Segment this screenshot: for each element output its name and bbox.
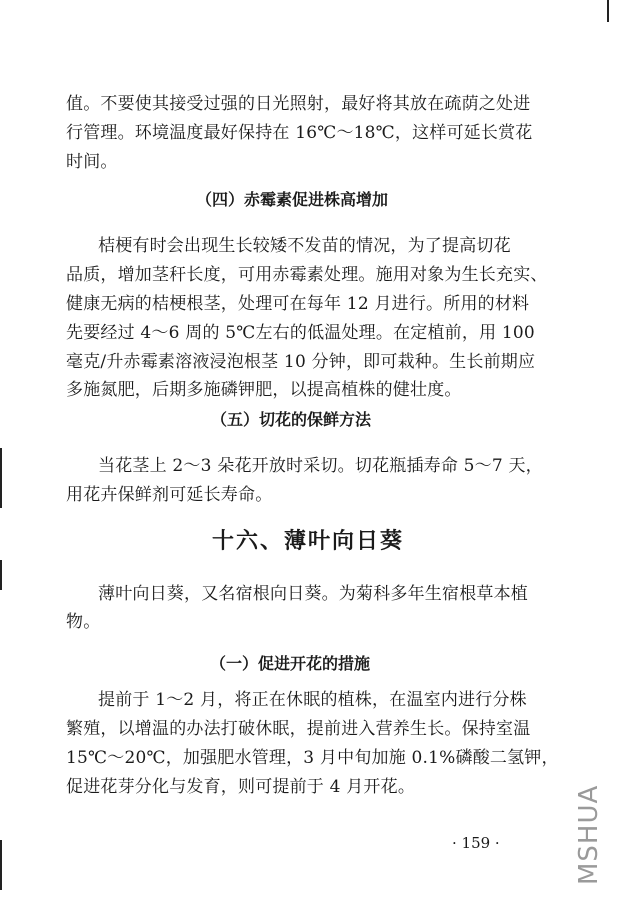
paragraph-line: 提前于 1～2 月，将正在休眠的植株，在温室内进行分株: [98, 690, 527, 710]
page-edge-mark: [607, 0, 609, 22]
paragraph-line: 促进花芽分化与发育，则可提前于 4 月开花。: [66, 777, 416, 797]
paragraph-line: 健康无病的桔梗根茎，处理可在每年 12 月进行。所用的材料: [66, 294, 530, 314]
paragraph-line: 时间。: [66, 152, 118, 172]
chapter-title: 十六、薄叶向日葵: [212, 528, 405, 554]
section-heading: （一）促进开花的措施: [210, 654, 371, 673]
paragraph-line: 行管理。环境温度最好保持在 16℃～18℃，这样可延长赏花: [66, 123, 533, 143]
paragraph-line: 繁殖，以增温的办法打破休眠，提前进入营养生长。保持室温: [66, 719, 531, 739]
paragraph-line: 物。: [66, 612, 101, 632]
scan-edge-mark: [0, 560, 2, 590]
watermark: MSHUA: [574, 784, 604, 885]
section-heading: （五）切花的保鲜方法: [211, 410, 372, 429]
paragraph-line: 品质，增加茎秆长度，可用赤霉素处理。施用对象为生长充实、: [66, 265, 548, 285]
paragraph-line: 桔梗有时会出现生长较矮不发苗的情况，为了提高切花: [98, 236, 511, 256]
paragraph-line: 毫克/升赤霉素溶液浸泡根茎 10 分钟，即可栽种。生长前期应: [66, 352, 536, 372]
paragraph-line: 先要经过 4～6 周的 5℃左右的低温处理。在定植前，用 100: [66, 323, 535, 343]
paragraph-line: 多施氮肥，后期多施磷钾肥，以提高植株的健壮度。: [66, 380, 462, 400]
scan-edge-mark: [0, 448, 2, 508]
paragraph-line: 当花茎上 2～3 朵花开放时采切。切花瓶插寿命 5～7 天，: [98, 456, 543, 476]
paragraph-line: 15℃～20℃，加强肥水管理，3 月中旬加施 0.1%磷酸二氢钾，: [66, 748, 559, 768]
scan-edge-mark: [0, 840, 2, 890]
paragraph-line: 用花卉保鲜剂可延长寿命。: [66, 485, 273, 505]
paragraph-line: 薄叶向日葵，又名宿根向日葵。为菊科多年生宿根草本植: [98, 584, 528, 604]
section-heading: （四）赤霉素促进株高增加: [196, 190, 389, 209]
paragraph-line: 值。不要使其接受过强的日光照射，最好将其放在疏荫之处进: [66, 94, 531, 114]
page-number: · 159 ·: [452, 834, 500, 852]
